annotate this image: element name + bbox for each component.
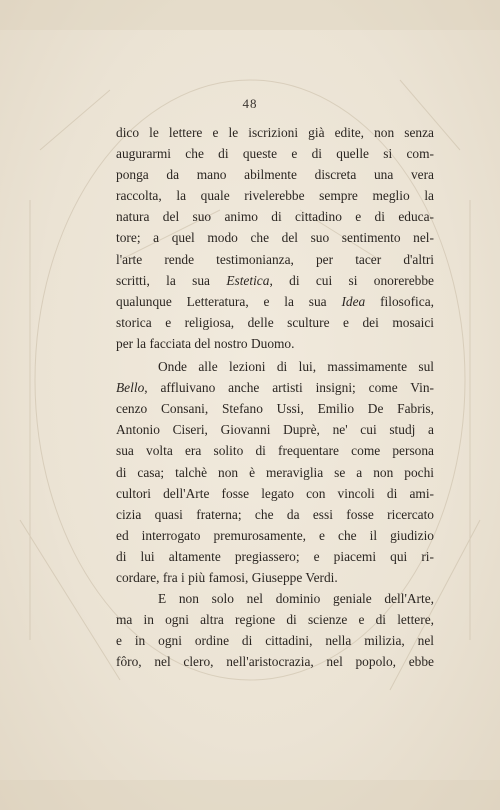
text-line: tore; a quel modo che del suo sentimento nel- <box>116 230 434 246</box>
text-line: di casa; talchè non è meraviglia se a non pochi <box>116 464 434 480</box>
text-line: raccolta, la quale rivelerebbe sempre meglio la <box>116 188 434 204</box>
text-line: fôro, nel clero, nell'aristocrazia, nel popolo, ebbe <box>116 654 434 670</box>
text-line: natura del suo animo di cittadino e di educa- <box>116 209 434 225</box>
text-line: di lui altamente pregiassero; e piacemi qui ri- <box>116 548 434 564</box>
text-line: e in ogni ordine di cittadini, nella milizia, nel <box>116 633 434 649</box>
text-line: cultori dell'Arte fosse legato con vincoli di ami- <box>116 485 434 501</box>
text-line: qualunque Letteratura, e la sua Idea filosofica, <box>116 293 434 309</box>
text-line: cizia quasi fraterna; che da essi fosse ricercato <box>116 506 434 522</box>
text-line: per la facciata del nostro Duomo. <box>116 335 295 351</box>
text-line: ed interrogato premurosamente, e che il giudizio <box>116 527 434 543</box>
text-line: sua volta era solito di frequentare come persona <box>116 443 434 459</box>
text-line: cenzo Consani, Stefano Ussi, Emilio De Fabris, <box>116 401 434 417</box>
text-line: l'arte rende testimonianza, per tacer d'altri <box>116 251 434 267</box>
text-line: dico le lettere e le iscrizioni già edite, non senza <box>116 125 434 140</box>
text-line: E non solo nel dominio geniale dell'Arte, <box>158 591 434 607</box>
text-line: cordare, fra i più famosi, Giuseppe Verdi. <box>116 569 338 585</box>
page-number: 48 <box>242 96 258 111</box>
text-line: Bello, affluivano anche artisti insigni; come Vin- <box>116 380 434 396</box>
text-line: Onde alle lezioni di lui, massimamente sul <box>158 359 434 375</box>
paragraph-3 <box>116 588 434 672</box>
text-line: augurarmi che di queste e di quelle si com- <box>116 146 434 162</box>
text-line: storica e religiosa, delle sculture e dei mosaici <box>116 314 434 330</box>
body-text <box>116 122 434 672</box>
text-line: scritti, la sua Estetica, di cui si onorerebbe <box>116 272 434 288</box>
paragraph-2 <box>116 356 434 588</box>
paragraph-1 <box>116 122 434 354</box>
text-line: ma in ogni altra regione di scienze e di lettere, <box>116 612 434 628</box>
text-line: Antonio Ciseri, Giovanni Duprè, ne' cui studj a <box>116 422 434 438</box>
text-line: ponga da mano abilmente discreta una vera <box>116 167 434 183</box>
